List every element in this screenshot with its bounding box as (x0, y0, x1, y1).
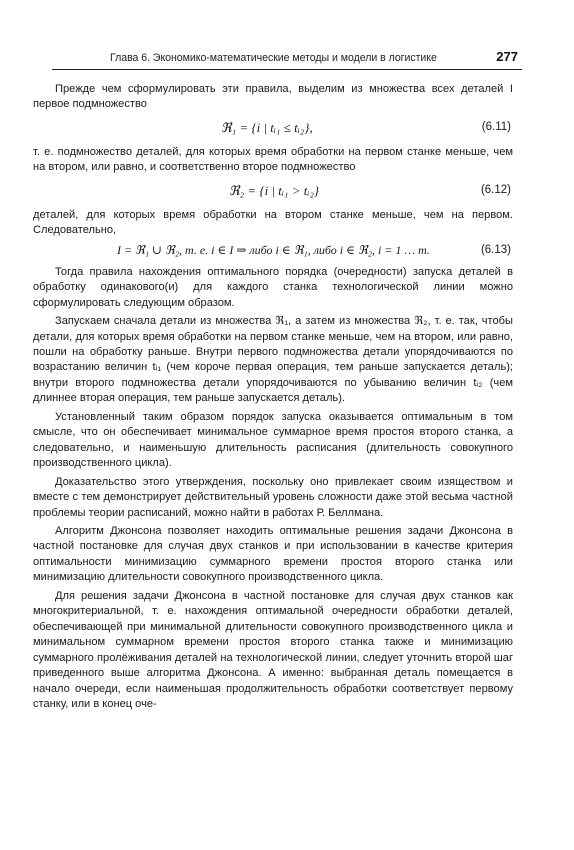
paragraph-5: Запускаем сначала детали из множества ℜ₁, а затем из множества ℜ₂, т. е. так, чтобы детали, для которых время обработки на первом станке меньше, чем на втором, или равно, пошли на обработку раньше. Внутри первого подмножества детали упорядочиваются по возрастанию величин tᵢ₁ (чем короче первая операция, тем раньше запускается деталь); внутри второго подмножества детали упорядочиваются по убыванию величин tᵢ₂ (чем длиннее вторая операция, тем раньше запускается деталь). (33, 315, 513, 405)
equation-number: (6.13) (480, 243, 511, 256)
equation-number: (6.12) (480, 183, 511, 196)
page-number: 277 (496, 49, 518, 64)
paragraph-7: Доказательство этого утверждения, поскольку оно привлекает своим изяществом и вместе с тем демонстрирует действительный уровень сложности даже этой весьма частной проблемы теории расписаний, можно найти в работах Р. Беллмана. (33, 475, 513, 519)
paragraph-1: Прежде чем сформулировать эти правила, выделим из множества всех деталей I первое подмножество (33, 83, 513, 111)
formula-expression: ℜ₂ = {i | tᵢ₁ > tᵢ₂} (229, 182, 320, 198)
paragraph-4: Тогда правила нахождения оптимального порядка (очередности) запуска деталей в обработку одинакового(и) для каждого станка технологической линии можно сформулировать следующим образом. (33, 265, 513, 309)
formula-expression: ℜ₁ = {i | tᵢ₁ ≤ tᵢ₂}, (221, 119, 313, 135)
formula-expression: I = ℜ₁ ∪ ℜ₂, т. е. i ∈ I ⇒ либо i ∈ ℜ₁, либо i ∈ ℜ₂, i = 1 … m. (117, 242, 430, 257)
paragraph-8: Алгоритм Джонсона позволяет находить оптимальные решения задачи Джонсона в частной постановке для случая двух станков и при использовании в качестве критерия оптимальности минимизацию суммарного времени простоя второго станка или минимизацию длительности совокупного производственного цикла. (33, 524, 513, 584)
formula-6-13 (33, 239, 513, 265)
formula-6-12 (33, 176, 513, 208)
page-body (33, 82, 513, 712)
formula-6-11 (33, 113, 513, 145)
paragraph-3: деталей, для которых время обработки на втором станке меньше, чем на первом. Следовательно, (33, 208, 513, 237)
chapter-title: Глава 6. Экономико-математические методы и модели в логистике (110, 52, 437, 64)
paragraph-2: т. е. подмножество деталей, для которых время обработки на первом станке меньше, чем на втором, или равно, и соответственно второе подмножество (33, 145, 513, 174)
equation-number: (6.11) (481, 120, 511, 133)
paragraph-6: Установленный таким образом порядок запуска оказывается оптимальным в том смысле, что он обеспечивает минимальное суммарное время простоя второго станка, а следовательно, и наименьшую длительность расписания (длительность совокупного производственного цикла). (33, 410, 513, 470)
paragraph-9: Для решения задачи Джонсона в частной постановке для случая двух станков как многокритериальной, т. е. нахождения оптимальной очередности обработки деталей, обеспечивающей при минимальной длительности совокупного производственного цикла и минимальном суммарном времени простоя второго станка также и минимизацию суммарного пролёживания деталей на технологической линии, следует уточнить второй шаг приведенного выше алгоритма Джонсона. А именно: выбранная деталь помещается в начало очереди, если наименьшая продолжительность обработки соответствует первому станку, или в конец оче- (33, 589, 513, 710)
running-header (52, 47, 522, 70)
